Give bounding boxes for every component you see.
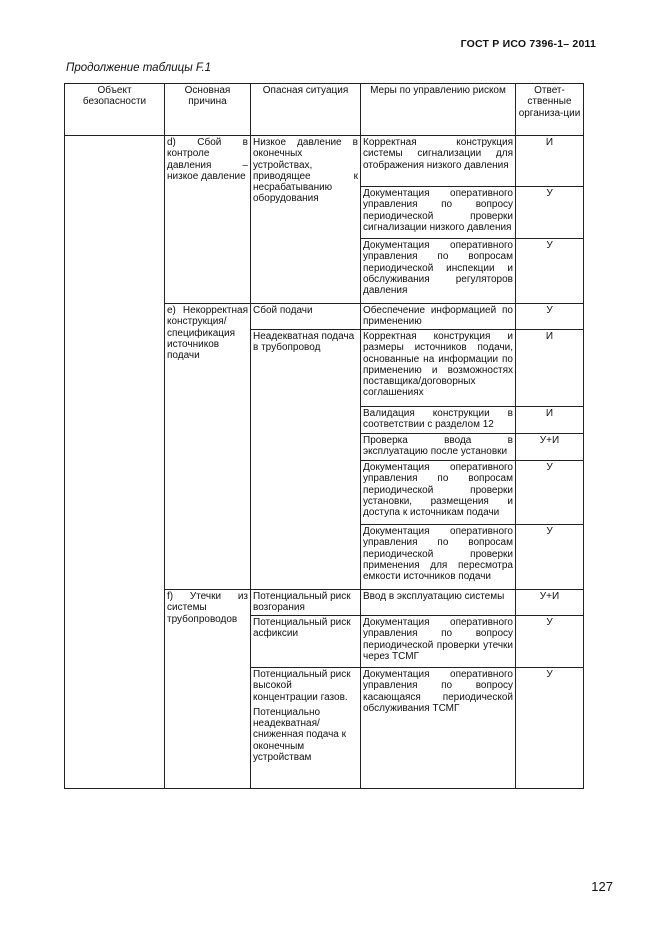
measure-cell: Документация оперативного управления по вопросам периодической проверки установки, размещения и доступа к источникам подачи xyxy=(361,461,516,525)
measure-cell: Документация оперативного управления по вопросу периодической проверки утечки через ТСМГ xyxy=(361,616,516,668)
org-cell: У xyxy=(516,187,584,239)
header-responsible-orgs: Ответ-ственные организа-ции xyxy=(516,84,584,136)
safety-object-cell xyxy=(65,136,165,789)
measure-cell: Корректная конструкция системы сигнализации для отображения низкого давления xyxy=(361,136,516,187)
org-cell: У xyxy=(516,239,584,304)
measure-cell: Документация оперативного управления по вопросам периодической проверки применения для пересмотра емкости источников подачи xyxy=(361,525,516,590)
org-cell: И xyxy=(516,136,584,187)
table-row xyxy=(65,136,584,187)
org-cell: У+И xyxy=(516,590,584,616)
org-cell: У xyxy=(516,668,584,789)
situation-cell xyxy=(251,668,361,789)
org-cell: У xyxy=(516,461,584,525)
measure-cell: Документация оперативного управления по вопросу периодической проверки сигнализации низкого давления xyxy=(361,187,516,239)
org-cell: И xyxy=(516,407,584,434)
table-caption: Продолжение таблицы F.1 xyxy=(66,62,212,74)
measure-cell: Документация оперативного управления по вопросу касающаяся периодической обслуживания ТСМГ xyxy=(361,668,516,789)
org-cell: У xyxy=(516,525,584,590)
measure-cell: Проверка ввода в эксплуатацию после установки xyxy=(361,434,516,461)
cause-cell: f) Утечки из системы трубопроводов xyxy=(165,590,251,789)
header-risk-measures: Меры по управлению риском xyxy=(361,84,516,136)
situation-cell: Неадекватная подача в трубопровод xyxy=(251,330,361,590)
measure-cell: Ввод в эксплуатацию системы xyxy=(361,590,516,616)
measure-cell: Обеспечение информацией по применению xyxy=(361,304,516,330)
org-cell: У xyxy=(516,616,584,668)
table-header-row xyxy=(65,84,584,136)
measure-cell: Валидация конструкции в соответствии с разделом 12 xyxy=(361,407,516,434)
measure-cell: Корректная конструкция и размеры источников подачи, основанные на информации по применению и возможностях поставщика/договорных соглашениях xyxy=(361,330,516,407)
org-cell: И xyxy=(516,330,584,407)
situation-text: Потенциальный риск высокой концентрации газов. xyxy=(253,669,351,703)
cause-cell: e) Некорректная конструкция/ спецификация источников подачи xyxy=(165,304,251,590)
header-main-cause: Основная причина xyxy=(165,84,251,136)
measure-cell: Документация оперативного управления по вопросам периодической инспекции и обслуживания регуляторов давления xyxy=(361,239,516,304)
org-cell: У+И xyxy=(516,434,584,461)
header-safety-object: Объект безопасности xyxy=(65,84,165,136)
safety-table xyxy=(64,83,584,789)
header-hazard-situation: Опасная ситуация xyxy=(251,84,361,136)
org-cell: У xyxy=(516,304,584,330)
standard-code: ГОСТ Р ИСО 7396-1– 2011 xyxy=(460,38,596,50)
situation-text: Потенциально неадекватная/ сниженная подача к оконечным устройствам xyxy=(253,706,347,764)
situation-cell: Сбой подачи xyxy=(251,304,361,330)
situation-cell: Потенциальный риск асфиксии xyxy=(251,616,361,668)
page-number: 127 xyxy=(591,879,613,894)
situation-cell: Потенциальный риск возгорания xyxy=(251,590,361,616)
cause-cell: d) Сбой в контроле давления – низкое давление xyxy=(165,136,251,304)
situation-cell: Низкое давление в оконечных устройствах, приводящее к несрабатыванию оборудования xyxy=(251,136,361,304)
